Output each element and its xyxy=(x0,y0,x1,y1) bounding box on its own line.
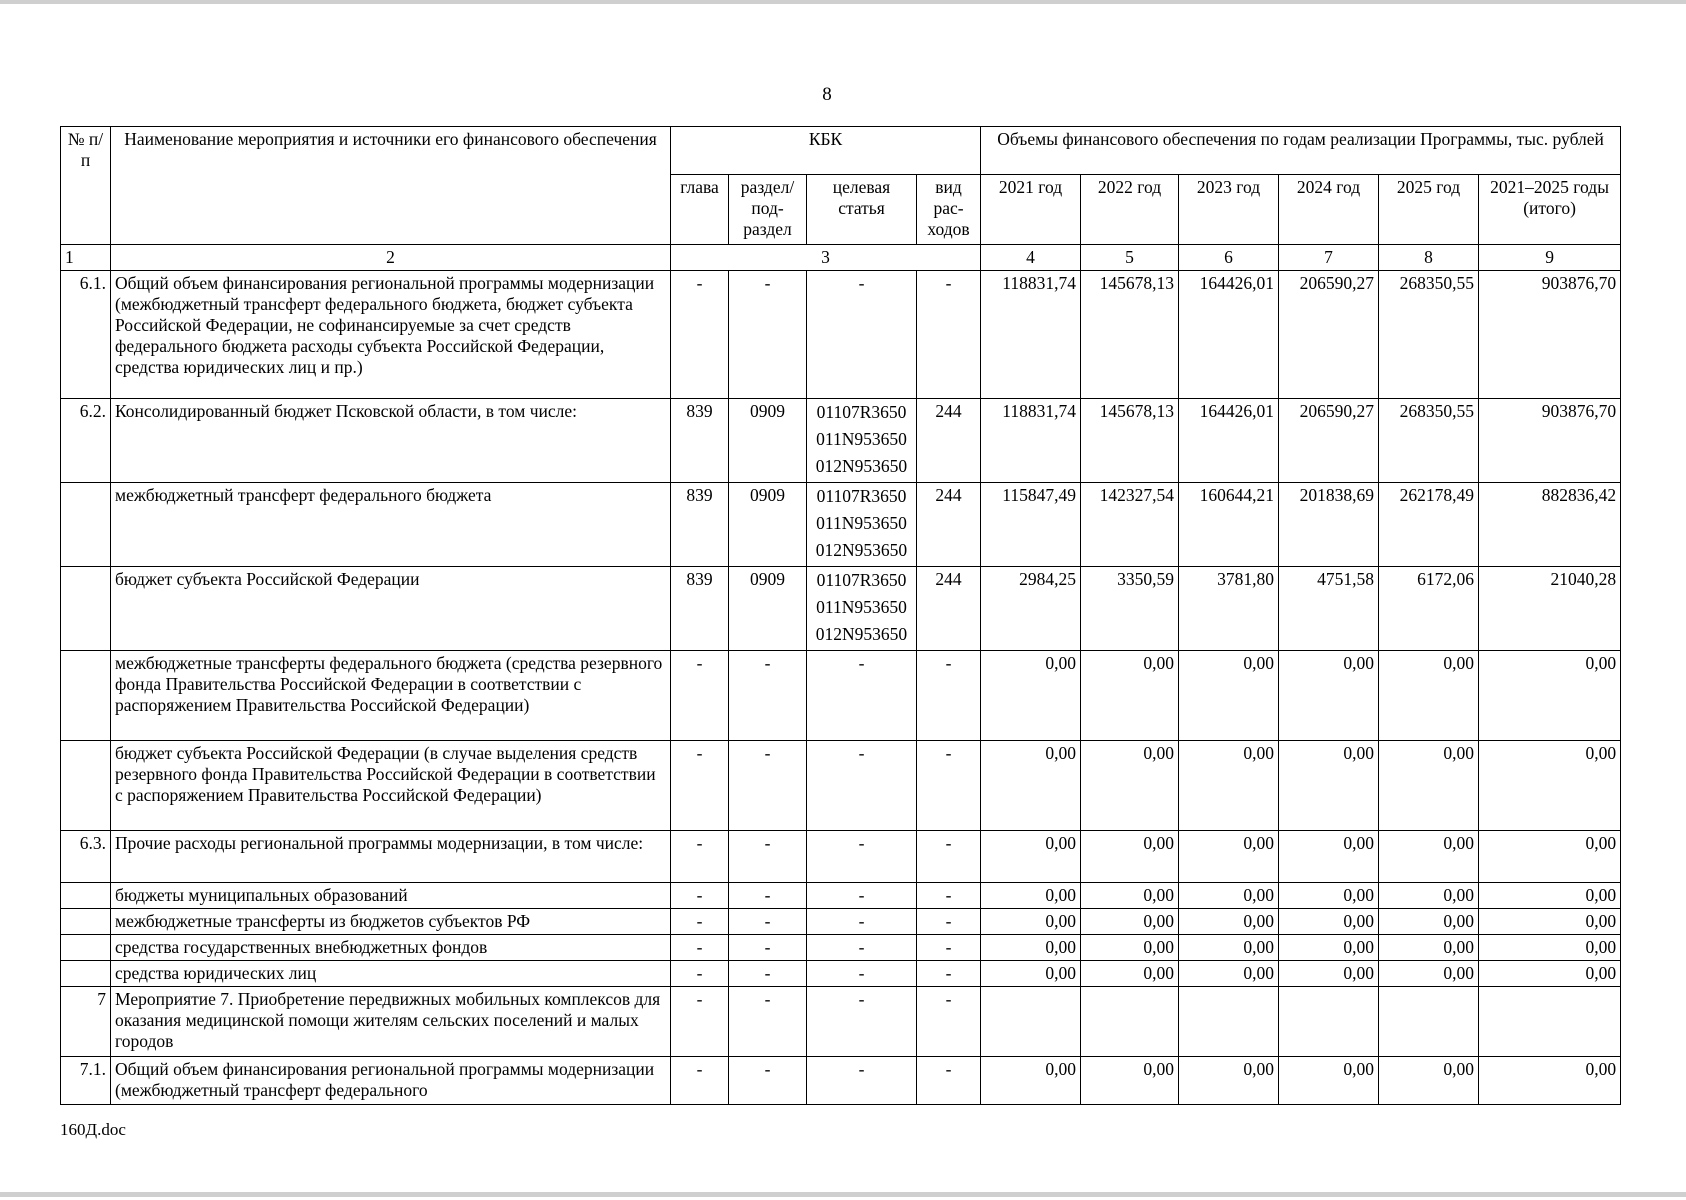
scan-edge-top xyxy=(0,0,1686,4)
header-volumes: Объемы финансового обеспечения по годам реализации Программы, тыс. рублей xyxy=(981,127,1621,175)
kbk-tselevaya xyxy=(807,1057,917,1105)
kbk-glava: - xyxy=(671,271,729,399)
kbk-razdel: 0909 xyxy=(729,483,807,567)
kbk-vid: - xyxy=(917,883,981,909)
kbk-glava: - xyxy=(671,741,729,831)
value-cell: 0,00 xyxy=(981,651,1081,741)
kbk-tselevaya-code: - xyxy=(858,963,865,983)
row-number xyxy=(61,567,111,651)
row-number: 6.1. xyxy=(61,271,111,399)
value-cell: 0,00 xyxy=(1179,831,1279,883)
kbk-tselevaya-code: - xyxy=(858,653,865,673)
value-cell: 903876,70 xyxy=(1479,399,1621,483)
col-number: 9 xyxy=(1479,245,1621,271)
value-cell: 0,00 xyxy=(1379,935,1479,961)
value-cell: 142327,54 xyxy=(1081,483,1179,567)
value-cell: 206590,27 xyxy=(1279,399,1379,483)
header-razdel: раздел/ под- раздел xyxy=(729,175,807,245)
kbk-tselevaya xyxy=(807,567,917,651)
value-cell: 0,00 xyxy=(1379,831,1479,883)
kbk-vid: 244 xyxy=(917,483,981,567)
value-cell: 0,00 xyxy=(1081,1057,1179,1105)
kbk-tselevaya-code: 012N953650 xyxy=(815,540,908,560)
value-cell: 0,00 xyxy=(1179,935,1279,961)
row-name: Мероприятие 7. Приобретение передвижных мобильных комплексов для оказания медицинской помощи жителям сельских поселений и малых городов xyxy=(111,987,671,1057)
value-cell: 115847,49 xyxy=(981,483,1081,567)
kbk-tselevaya xyxy=(807,483,917,567)
kbk-razdel: - xyxy=(729,651,807,741)
table-row xyxy=(61,831,1621,883)
value-cell: 0,00 xyxy=(1179,961,1279,987)
kbk-razdel: - xyxy=(729,961,807,987)
row-name: межбюджетные трансферты федерального бюджета (средства резервного фонда Правительства Российской Федерации в соответствии с распоряжением Правительства Российской Федерации) xyxy=(111,651,671,741)
value-cell: 0,00 xyxy=(981,909,1081,935)
row-number xyxy=(61,935,111,961)
kbk-tselevaya-code: 01107R3650 xyxy=(816,486,907,506)
kbk-tselevaya xyxy=(807,935,917,961)
kbk-tselevaya-code: - xyxy=(858,743,865,763)
value-cell: 0,00 xyxy=(1479,1057,1621,1105)
kbk-vid: - xyxy=(917,987,981,1057)
value-cell: 4751,58 xyxy=(1279,567,1379,651)
value-cell xyxy=(1379,987,1479,1057)
value-cell: 0,00 xyxy=(1279,741,1379,831)
header-row-1 xyxy=(61,127,1621,175)
value-cell: 0,00 xyxy=(1379,1057,1479,1105)
row-name: средства юридических лиц xyxy=(111,961,671,987)
value-cell: 0,00 xyxy=(1081,909,1179,935)
value-cell: 0,00 xyxy=(1479,909,1621,935)
value-cell: 201838,69 xyxy=(1279,483,1379,567)
value-cell: 0,00 xyxy=(1479,935,1621,961)
kbk-glava: - xyxy=(671,961,729,987)
table-row xyxy=(61,567,1621,651)
value-cell: 0,00 xyxy=(1279,961,1379,987)
value-cell: 0,00 xyxy=(1479,741,1621,831)
kbk-razdel: - xyxy=(729,831,807,883)
col-number: 7 xyxy=(1279,245,1379,271)
kbk-vid: - xyxy=(917,909,981,935)
col-number: 4 xyxy=(981,245,1081,271)
kbk-tselevaya-code: - xyxy=(858,911,865,931)
header-year-2022: 2022 год xyxy=(1081,175,1179,245)
value-cell: 0,00 xyxy=(981,961,1081,987)
header-name: Наименование мероприятия и источники его финансового обеспечения xyxy=(111,127,671,245)
kbk-tselevaya-code: - xyxy=(858,273,865,293)
value-cell xyxy=(1479,987,1621,1057)
kbk-tselevaya xyxy=(807,399,917,483)
value-cell: 0,00 xyxy=(981,1057,1081,1105)
header-kbk: КБК xyxy=(671,127,981,175)
value-cell: 0,00 xyxy=(1279,883,1379,909)
value-cell: 0,00 xyxy=(1081,883,1179,909)
kbk-vid: 244 xyxy=(917,399,981,483)
row-name: бюджет субъекта Российской Федерации xyxy=(111,567,671,651)
col-number: 6 xyxy=(1179,245,1279,271)
kbk-razdel: - xyxy=(729,909,807,935)
kbk-tselevaya-code: 01107R3650 xyxy=(816,402,907,422)
kbk-tselevaya-code: 01107R3650 xyxy=(816,570,907,590)
col-number: 3 xyxy=(671,245,981,271)
value-cell: 160644,21 xyxy=(1179,483,1279,567)
page-number: 8 xyxy=(822,84,832,105)
kbk-vid: 244 xyxy=(917,567,981,651)
kbk-vid: - xyxy=(917,271,981,399)
value-cell: 268350,55 xyxy=(1379,271,1479,399)
value-cell: 3781,80 xyxy=(1179,567,1279,651)
kbk-vid: - xyxy=(917,741,981,831)
value-cell xyxy=(1279,987,1379,1057)
kbk-razdel: - xyxy=(729,987,807,1057)
kbk-tselevaya-code: 012N953650 xyxy=(815,624,908,644)
value-cell: 0,00 xyxy=(1379,741,1479,831)
value-cell: 262178,49 xyxy=(1379,483,1479,567)
kbk-tselevaya-code: 011N953650 xyxy=(816,513,907,533)
value-cell: 0,00 xyxy=(981,831,1081,883)
header-tselevaya: целевая статья xyxy=(807,175,917,245)
value-cell xyxy=(1081,987,1179,1057)
value-cell: 0,00 xyxy=(1179,909,1279,935)
value-cell: 0,00 xyxy=(1479,883,1621,909)
value-cell: 0,00 xyxy=(1479,651,1621,741)
value-cell: 164426,01 xyxy=(1179,399,1279,483)
header-year-2024: 2024 год xyxy=(1279,175,1379,245)
kbk-tselevaya xyxy=(807,883,917,909)
value-cell: 0,00 xyxy=(1179,741,1279,831)
value-cell: 206590,27 xyxy=(1279,271,1379,399)
row-name: Общий объем финансирования региональной программы модернизации (межбюджетный трансферт федерального xyxy=(111,1057,671,1105)
kbk-tselevaya-code: 012N953650 xyxy=(815,456,908,476)
value-cell: 0,00 xyxy=(1081,935,1179,961)
table-row xyxy=(61,987,1621,1057)
value-cell: 0,00 xyxy=(1081,741,1179,831)
kbk-razdel: - xyxy=(729,883,807,909)
col-number: 1 xyxy=(61,245,111,271)
value-cell: 0,00 xyxy=(1379,909,1479,935)
value-cell: 0,00 xyxy=(981,741,1081,831)
kbk-vid: - xyxy=(917,935,981,961)
kbk-glava: - xyxy=(671,831,729,883)
kbk-razdel: - xyxy=(729,271,807,399)
col-number: 5 xyxy=(1081,245,1179,271)
table-row xyxy=(61,271,1621,399)
kbk-vid: - xyxy=(917,651,981,741)
table-row xyxy=(61,883,1621,909)
kbk-glava: 839 xyxy=(671,567,729,651)
kbk-tselevaya-code: - xyxy=(858,989,865,1009)
kbk-glava: - xyxy=(671,935,729,961)
value-cell: 21040,28 xyxy=(1479,567,1621,651)
kbk-tselevaya-code: - xyxy=(858,937,865,957)
kbk-glava: - xyxy=(671,883,729,909)
kbk-tselevaya xyxy=(807,651,917,741)
value-cell: 0,00 xyxy=(1279,909,1379,935)
value-cell: 0,00 xyxy=(1279,651,1379,741)
header-year-2021: 2021 год xyxy=(981,175,1081,245)
kbk-tselevaya xyxy=(807,271,917,399)
kbk-glava: - xyxy=(671,1057,729,1105)
value-cell: 0,00 xyxy=(1081,831,1179,883)
header-year-2025: 2025 год xyxy=(1379,175,1479,245)
value-cell: 0,00 xyxy=(1279,935,1379,961)
row-name: бюджеты муниципальных образований xyxy=(111,883,671,909)
value-cell: 0,00 xyxy=(1081,961,1179,987)
kbk-razdel: 0909 xyxy=(729,567,807,651)
header-year-total: 2021–2025 годы (итого) xyxy=(1479,175,1621,245)
row-name: Прочие расходы региональной программы модернизации, в том числе: xyxy=(111,831,671,883)
table-row xyxy=(61,483,1621,567)
value-cell: 0,00 xyxy=(1279,831,1379,883)
value-cell: 6172,06 xyxy=(1379,567,1479,651)
row-number xyxy=(61,883,111,909)
row-number: 6.3. xyxy=(61,831,111,883)
value-cell: 145678,13 xyxy=(1081,399,1179,483)
financing-table xyxy=(60,126,1621,1105)
kbk-tselevaya-code: - xyxy=(858,1059,865,1079)
kbk-tselevaya xyxy=(807,741,917,831)
kbk-glava: - xyxy=(671,987,729,1057)
kbk-glava: 839 xyxy=(671,483,729,567)
col-number: 8 xyxy=(1379,245,1479,271)
kbk-glava: 839 xyxy=(671,399,729,483)
column-numbers-row xyxy=(61,245,1621,271)
kbk-vid: - xyxy=(917,831,981,883)
value-cell: 164426,01 xyxy=(1179,271,1279,399)
value-cell: 0,00 xyxy=(1081,651,1179,741)
row-name: Общий объем финансирования региональной программы модернизации (межбюджетный трансферт федерального бюджета, бюджет субъекта Российской Федерации, не софинансируемые за счет средств федерального бюджета расходы субъекта Российской Федерации, средства юридических лиц и пр.) xyxy=(111,271,671,399)
kbk-glava: - xyxy=(671,651,729,741)
kbk-razdel: - xyxy=(729,935,807,961)
value-cell: 0,00 xyxy=(1179,651,1279,741)
value-cell: 0,00 xyxy=(1479,961,1621,987)
kbk-razdel: - xyxy=(729,741,807,831)
table-row xyxy=(61,651,1621,741)
table-row xyxy=(61,935,1621,961)
value-cell: 882836,42 xyxy=(1479,483,1621,567)
kbk-razdel: 0909 xyxy=(729,399,807,483)
row-number: 7 xyxy=(61,987,111,1057)
value-cell: 0,00 xyxy=(1279,1057,1379,1105)
kbk-tselevaya-code: - xyxy=(858,885,865,905)
row-number: 7.1. xyxy=(61,1057,111,1105)
kbk-vid: - xyxy=(917,961,981,987)
value-cell: 0,00 xyxy=(1379,651,1479,741)
row-number xyxy=(61,909,111,935)
value-cell: 0,00 xyxy=(981,935,1081,961)
value-cell: 0,00 xyxy=(1179,1057,1279,1105)
kbk-tselevaya-code: 011N953650 xyxy=(816,597,907,617)
value-cell: 903876,70 xyxy=(1479,271,1621,399)
table-row xyxy=(61,741,1621,831)
value-cell xyxy=(1179,987,1279,1057)
value-cell: 0,00 xyxy=(1479,831,1621,883)
kbk-tselevaya xyxy=(807,831,917,883)
value-cell xyxy=(981,987,1081,1057)
header-year-2023: 2023 год xyxy=(1179,175,1279,245)
header-num: № п/п xyxy=(61,127,111,245)
value-cell: 0,00 xyxy=(1179,883,1279,909)
col-number: 2 xyxy=(111,245,671,271)
kbk-tselevaya-code: - xyxy=(858,833,865,853)
kbk-vid: - xyxy=(917,1057,981,1105)
header-glava: глава xyxy=(671,175,729,245)
row-name: бюджет субъекта Российской Федерации (в случае выделения средств резервного фонда Правительства Российской Федерации в соответствии с распоряжением Правительства Российской Федерации) xyxy=(111,741,671,831)
kbk-tselevaya xyxy=(807,987,917,1057)
row-number xyxy=(61,483,111,567)
value-cell: 0,00 xyxy=(981,883,1081,909)
table-row xyxy=(61,399,1621,483)
row-name: средства государственных внебюджетных фондов xyxy=(111,935,671,961)
value-cell: 268350,55 xyxy=(1379,399,1479,483)
kbk-glava: - xyxy=(671,909,729,935)
row-number xyxy=(61,741,111,831)
value-cell: 145678,13 xyxy=(1081,271,1179,399)
table-row xyxy=(61,961,1621,987)
row-name: межбюджетный трансферт федерального бюджета xyxy=(111,483,671,567)
value-cell: 3350,59 xyxy=(1081,567,1179,651)
row-number xyxy=(61,651,111,741)
row-number xyxy=(61,961,111,987)
row-number: 6.2. xyxy=(61,399,111,483)
kbk-tselevaya-code: 011N953650 xyxy=(816,429,907,449)
scan-edge-bottom xyxy=(0,1192,1686,1197)
kbk-razdel: - xyxy=(729,1057,807,1105)
table-row xyxy=(61,909,1621,935)
row-name: Консолидированный бюджет Псковской области, в том числе: xyxy=(111,399,671,483)
value-cell: 0,00 xyxy=(1379,883,1479,909)
table-row xyxy=(61,1057,1621,1105)
header-vid: вид рас- ходов xyxy=(917,175,981,245)
value-cell: 118831,74 xyxy=(981,399,1081,483)
value-cell: 2984,25 xyxy=(981,567,1081,651)
value-cell: 0,00 xyxy=(1379,961,1479,987)
kbk-tselevaya xyxy=(807,961,917,987)
value-cell: 118831,74 xyxy=(981,271,1081,399)
footer-filename: 160Д.doc xyxy=(60,1120,126,1139)
kbk-tselevaya xyxy=(807,909,917,935)
row-name: межбюджетные трансферты из бюджетов субъектов РФ xyxy=(111,909,671,935)
